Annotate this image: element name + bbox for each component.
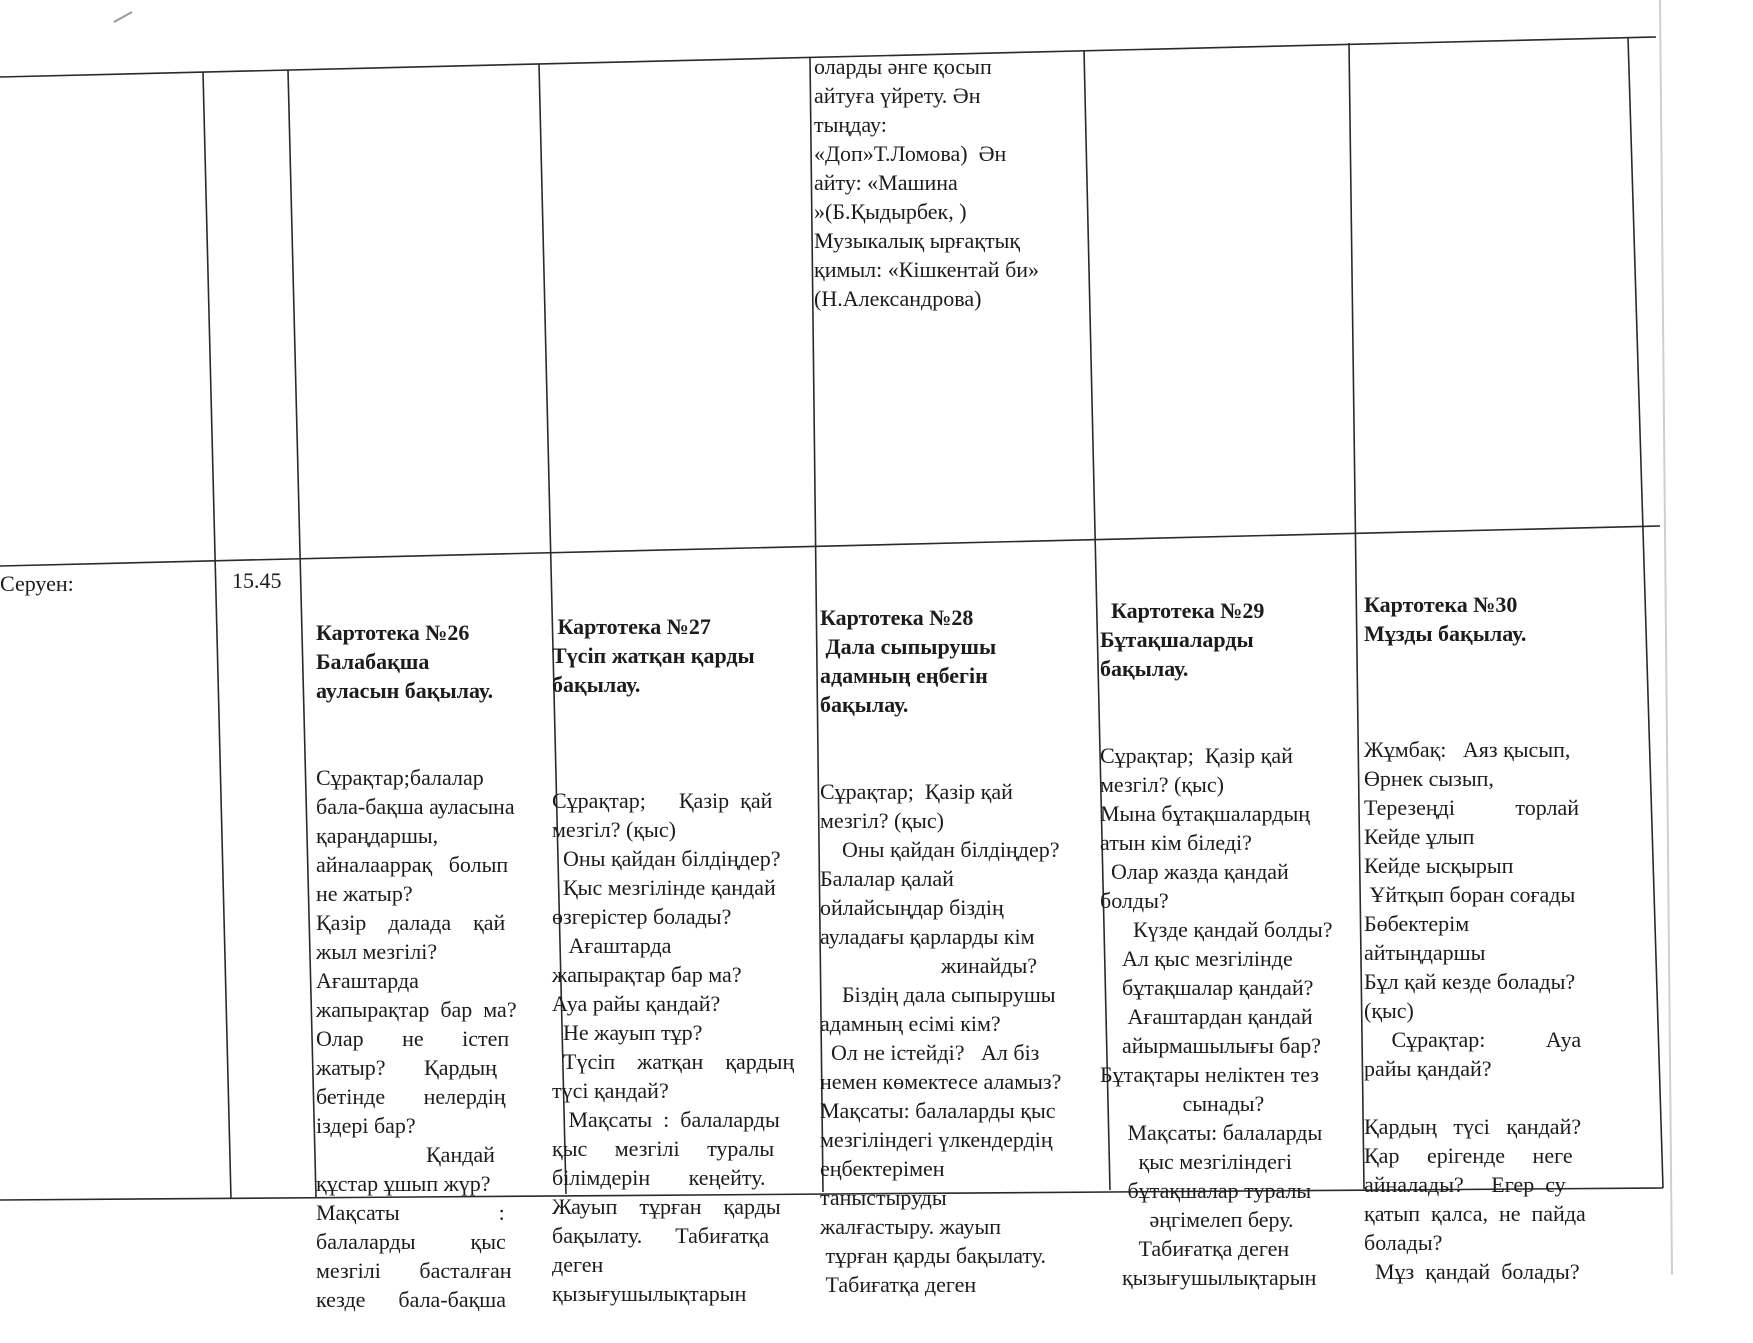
card-28-body: Сұрақтар; Қазір қай мезгіл? (қыс) Оны қайдан білдіңдер? Балалар қалай ойлайсыңдар біздің ауладағы қарларды кім жинайды? Біздің дала сыпырушы адамның есімі кім? Ол не істейді? Ал біз немен көмектесе аламыз? Мақсаты: балаларды қыс мезгіліндегі үлкендердің еңбектерімен таныстыруды жалғастыру. жауып тұрған қарды бақылату. Табиғатқа деген: [820, 779, 1062, 1297]
card-26-title: Картотека №26 Балабақша ауласын бақылау.: [316, 620, 494, 703]
card-28: [820, 545, 1096, 1328]
row-time: 15.45: [232, 568, 282, 593]
row-label-walk: Серуен:: [0, 571, 74, 596]
card-29-body: Сұрақтар; Қазір қай мезгіл? (қыс) Мына бұтақшалардың атын кім біледі? Олар жазда қандай болды? Күзде қандай болды? Ал қыс мезгілінде бұтақшалар қандай? Ағаштардан қандай айырмашылығы бар? Бұтақтары неліктен тез сынады? Мақсаты: балаларды қыс мезгіліндегі бұтақшалар туралы әңгімелеп беру. Табиғатқа деген қызығушылықтарын: [1100, 743, 1333, 1290]
card-30-title: Картотека №30 Мұзды бақылау.: [1364, 592, 1527, 646]
top-row-wednesday-text: оларды әнге қосып айтуға үйрету. Ән тыңдау: «Доп»Т.Ломова) Ән айту: «Машина »(Б.Қыдырбек, ) Музыкалық ырғақтық қимыл: «Кішкентай би» (Н.Александрова): [814, 54, 1040, 311]
card-27-body: Сұрақтар; Қазір қай мезгіл? (қыс) Оны қайдан білдіңдер? Қыс мезгілінде қандай өзгерістер болады? Ағаштарда жапырақтар бар ма? Ауа райы қандай? Не жауып тұр? Түсіп жатқан қардың түсі қандай? Мақсаты : балаларды қыс мезгілі туралы білімдерін кеңейту. Жауып тұрған қарды бақылату. Табиғатқа деген қызығушылықтарын: [552, 788, 795, 1306]
card-27: [552, 554, 822, 1337]
card-26-body: Сұрақтар;балалар бала-бақша ауласына қараңдаршы, айналаappaқ болып не жатыр? Қазір далада қай жыл мезгілі? Ағаштарда жапырақтар бар ма? Олар не істеп жатыр? Қардың бетінде нелердің іздері бар? Қандай құстар ұшып жүр? Мақсаты : балаларды қыс мезгілі басталған кезде бала-бақша: [316, 765, 517, 1312]
card-27-title: Картотека №27 Түсіп жатқан қарды бақылау.: [552, 614, 755, 697]
card-30-body: Жұмбақ: Аяз қысып, Өрнек сызып, Терезеңді торлай Кейде ұлып Кейде ысқырып Ұйтқып боран соғады Бөбектерім айтыңдаршы Бұл қай кезде болады? (қыс) Сұрақтар: Ауа райы қандай? Қардың түсі қандай? Қар ерігенде неге айналады? Егер су қатып қалса, не пайда болады? Мұз қандай болады?: [1364, 737, 1586, 1284]
card-29-title: Картотека №29 Бұтақшаларды бақылау.: [1100, 598, 1265, 681]
card-29: [1100, 538, 1366, 1321]
card-30: [1364, 532, 1626, 1315]
card-28-title: Картотека №28 Дала сыпырушы адамның еңбегін бақылау.: [820, 605, 997, 717]
card-26: [316, 560, 552, 1343]
